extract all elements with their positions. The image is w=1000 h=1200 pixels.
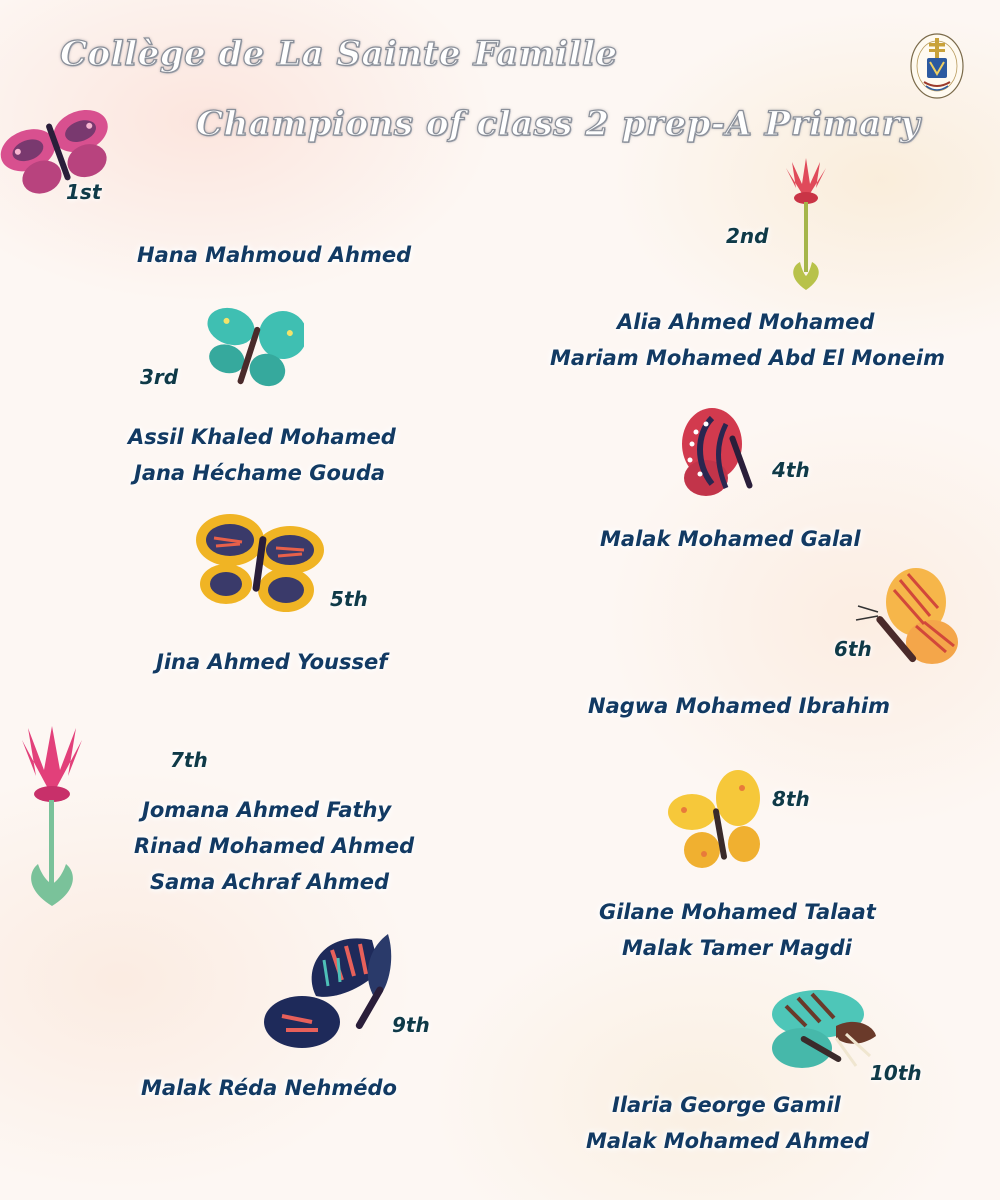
- champion-name: Malak Mohamed Galal: [600, 527, 861, 551]
- champion-name: Nagwa Mohamed Ibrahim: [588, 694, 890, 718]
- champion-name: Malak Tamer Magdi: [622, 936, 852, 960]
- champion-name: Jana Héchame Gouda: [134, 461, 386, 485]
- school-title: Collège de La Sainte Famille: [60, 34, 618, 74]
- rank-label-9th: 9th: [392, 1013, 430, 1037]
- teal-butterfly-icon: [200, 296, 304, 396]
- champion-name: Alia Ahmed Mohamed: [617, 310, 875, 334]
- yellow-butterfly-icon: [190, 502, 330, 622]
- rank-label-7th: 7th: [170, 748, 208, 772]
- champion-name: Rinad Mohamed Ahmed: [134, 834, 415, 858]
- champion-name: Jina Ahmed Youssef: [156, 650, 388, 674]
- rank-label-1st: 1st: [66, 180, 102, 204]
- rank-label-2nd: 2nd: [726, 224, 769, 248]
- rank-label-5th: 5th: [330, 587, 368, 611]
- pink-flower-icon: [14, 726, 90, 908]
- class-title: Champions of class 2 prep-A Primary: [196, 104, 921, 144]
- champion-name: Malak Mohamed Ahmed: [586, 1129, 869, 1153]
- red-flower-icon: [778, 158, 834, 294]
- champion-name: Jomana Ahmed Fathy: [142, 798, 392, 822]
- champion-name: Ilaria George Gamil: [612, 1093, 841, 1117]
- rank-label-4th: 4th: [772, 458, 810, 482]
- rank-label-6th: 6th: [834, 637, 872, 661]
- champion-name: Gilane Mohamed Talaat: [599, 900, 876, 924]
- rank-label-8th: 8th: [772, 787, 810, 811]
- rank-label-3rd: 3rd: [140, 365, 179, 389]
- champion-name: Assil Khaled Mohamed: [128, 425, 396, 449]
- red-butterfly-icon: [676, 404, 762, 500]
- small-yellow-butterfly-icon: [664, 768, 768, 874]
- school-crest-icon: [908, 30, 966, 102]
- champion-name: Sama Achraf Ahmed: [150, 870, 389, 894]
- champion-name: Malak Réda Nehmédo: [141, 1076, 397, 1100]
- navy-butterfly-icon: [262, 930, 396, 1052]
- teal-brown-butterfly-icon: [766, 986, 882, 1078]
- champion-name: Mariam Mohamed Abd El Moneim: [550, 346, 945, 370]
- rank-label-10th: 10th: [870, 1061, 922, 1085]
- champion-name: Hana Mahmoud Ahmed: [137, 243, 412, 267]
